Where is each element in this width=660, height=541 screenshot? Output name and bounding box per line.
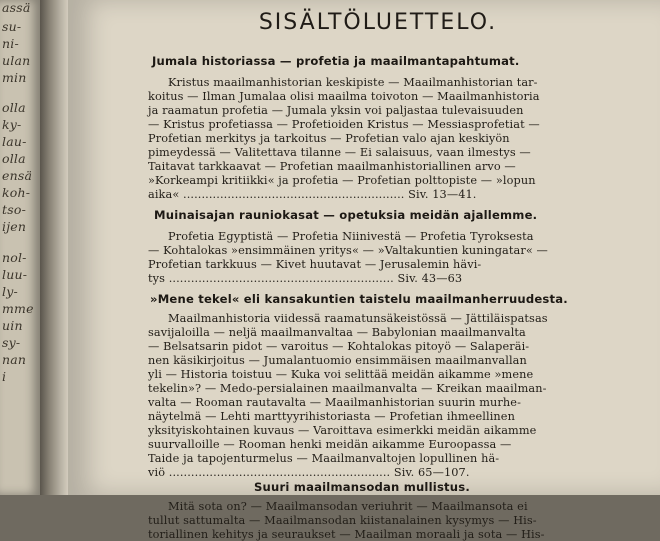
- toc-line: tys ............................................................. Siv. 43—63: [148, 272, 463, 285]
- left-page-fragment: min: [2, 70, 27, 85]
- toc-line: näytelmä — Lehti marttyyrihistoriasta — Profetian ihmeellinen: [148, 410, 515, 423]
- left-page-fragment: ly-: [2, 284, 18, 299]
- toc-line: Profetian merkitys ja tarkoitus — Profetian valo ajan keskiyön: [148, 132, 510, 145]
- left-page-fragment: ijen: [2, 219, 27, 234]
- left-page-fragment: koh-: [2, 185, 31, 200]
- left-page-fragment: ulan: [2, 53, 31, 68]
- left-page-fragment: mme: [2, 301, 34, 316]
- left-page-fragment: olla: [2, 151, 26, 166]
- toc-line: savijaloilla — neljä maailmanvaltaa — Babylonian maailmanvalta: [148, 326, 526, 339]
- toc-line: Kristus maailmanhistorian keskipiste — Maailmanhistorian tar-: [168, 76, 538, 89]
- toc-line: — Belsatsarin pidot — varoitus — Kohtalokas pitoyö — Salaperäi-: [148, 340, 530, 353]
- left-page-fragment: assä: [2, 0, 31, 15]
- toc-line: — Kohtalokas »ensimmäinen yritys« — »Valtakuntien kuningatar« —: [148, 244, 548, 257]
- toc-line: koitus — Ilman Jumalaa olisi maailma toivoton — Maailmanhistoria: [148, 90, 540, 103]
- toc-line: tullut sattumalta — Maailmansodan kiistanalainen kysymys — His-: [148, 514, 537, 527]
- left-page-fragment: ky-: [2, 117, 22, 132]
- toc-line: yli — Historia toistuu — Kuka voi selittää meidän aikamme »mene: [148, 368, 534, 381]
- toc-line: Profetia Egyptistä — Profetia Niinivestä — Profetia Tyroksesta: [168, 230, 534, 243]
- toc-line: Mitä sota on? — Maailmansodan veriuhrit — Maailmansota ei: [168, 500, 528, 513]
- toc-line: toriallinen kehitys ja seuraukset — Maailman moraali ja sota — His-: [148, 528, 545, 541]
- left-page-fragment: i: [2, 369, 7, 384]
- left-page-fragment: sy-: [2, 335, 21, 350]
- toc-line: suurvalloille — Rooman henki meidän aikamme Euroopassa —: [148, 438, 512, 451]
- toc-line: »Korkeampi kritiikki« ja profetia — Profetian polttopiste — »lopun: [148, 174, 536, 187]
- left-page-fragment: nan: [2, 352, 27, 367]
- left-page-fragment: luu-: [2, 267, 28, 282]
- left-page-fragment: olla: [2, 100, 26, 115]
- left-page-fragment: ensä: [2, 168, 33, 183]
- left-page-fragment: lau-: [2, 134, 27, 149]
- section-heading: Suuri maailmansodan mullistus.: [254, 480, 470, 494]
- toc-line: viö ............................................................ Siv. 65—107.: [148, 466, 470, 479]
- left-page-fragment: ni-: [2, 36, 19, 51]
- page-title: SISÄLTÖLUETTELO.: [258, 10, 498, 35]
- toc-line: Taitavat tarkkaavat — Profetian maailmanhistoriallinen arvo —: [148, 160, 516, 173]
- left-page-fragment: nol-: [2, 250, 27, 265]
- section-heading: Muinaisajan rauniokasat — opetuksia meidän ajallemme.: [154, 208, 538, 222]
- left-page-fragment: uin: [2, 318, 23, 333]
- toc-line: valta — Rooman rautavalta — Maailmanhistorian suurin murhe-: [148, 396, 521, 409]
- book-gutter: [40, 0, 68, 495]
- left-page-edge: [0, 0, 40, 495]
- toc-line: nen käsikirjoitus — Jumalantuomio ensimmäisen maailmanvallan: [148, 354, 527, 367]
- section-heading: Jumala historiassa — profetia ja maailmantapahtumat.: [152, 54, 520, 68]
- toc-line: aika« ............................................................ Siv. 13—41.: [148, 188, 477, 201]
- toc-line: yksityiskohtainen kuvaus — Varoittava esimerkki meidän aikamme: [148, 424, 537, 437]
- toc-line: Taide ja tapojenturmelus — Maailmanvaltojen lopullinen hä-: [148, 452, 500, 465]
- contents-page: [68, 0, 660, 541]
- toc-line: — Kristus profetiassa — Profetioiden Kristus — Messiasprofetiat —: [148, 118, 540, 131]
- toc-line: ja raamatun profetia — Jumala yksin voi paljastaa tulevaisuuden: [148, 104, 524, 117]
- left-page-fragment: su-: [2, 19, 22, 34]
- section-heading: »Mene tekel« eli kansakuntien taistelu maailmanherruudesta.: [150, 292, 568, 306]
- left-page-fragment: tso-: [2, 202, 26, 217]
- toc-line: Maailmanhistoria viidessä raamatunsäkeistössä — Jättiläispatsas: [168, 312, 548, 325]
- toc-line: pimeydessä — Valitettava tilanne — Ei salaisuus, vaan ilmestys —: [148, 146, 531, 159]
- toc-line: Profetian tarkkuus — Kivet huutavat — Jerusalemin hävi-: [148, 258, 482, 271]
- toc-line: tekelin»? — Medo-persialainen maailmanvalta — Kreikan maailman-: [148, 382, 547, 395]
